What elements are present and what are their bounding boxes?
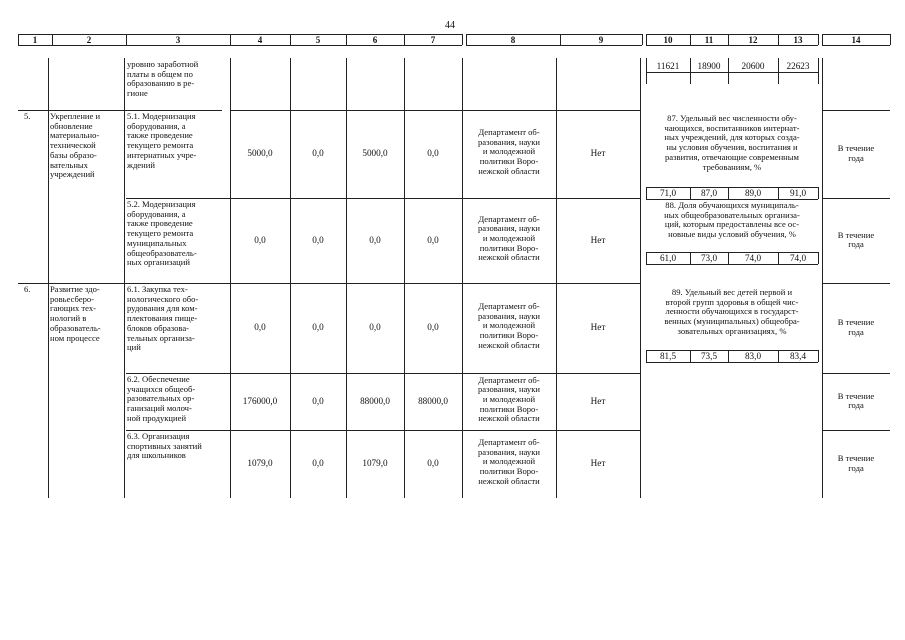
amount-federal: 0,0 [312, 458, 324, 468]
header-divider [818, 34, 819, 45]
header-bottom-border [466, 45, 560, 46]
indicator-value: 73,5 [700, 351, 718, 361]
amount-regional: 0,0 [369, 234, 381, 245]
header-divider [560, 34, 561, 45]
value-divider [778, 252, 779, 264]
measure-text: 5.1. Модернизация оборудования, а также проведение текущего ремонта интернатных учре- ждений [127, 111, 197, 170]
header-number: 1 [32, 35, 38, 45]
funding-flag: Нет [590, 395, 606, 406]
amount-total: 1079,0 [247, 458, 273, 468]
value-divider [728, 350, 729, 362]
header-bottom-border [778, 45, 818, 46]
column-line [346, 58, 347, 498]
page-number: 44 [445, 20, 455, 31]
indicator-value: 74,0 [789, 253, 807, 263]
header-divider [18, 34, 19, 45]
header-bottom-border [230, 45, 290, 46]
header-divider [822, 34, 823, 45]
indicator-value: 22623 [786, 61, 810, 71]
header-bottom-border [290, 45, 346, 46]
header-divider [890, 34, 891, 45]
executor-text: Департамент об- разования, науки и молодежной политики Воро- нежской области [477, 374, 540, 424]
column-line [48, 58, 49, 498]
indicator-value: 20600 [741, 61, 765, 71]
value-border [646, 264, 818, 265]
header-divider [290, 34, 291, 45]
term-text: В течение года [837, 229, 875, 250]
amount-local: 88000,0 [418, 395, 448, 406]
indicator-value: 83,0 [744, 351, 762, 361]
term-text: В течение года [837, 453, 875, 473]
header-divider [52, 34, 53, 45]
executor-text: Департамент об- разования, науки и молодежной политики Воро- нежской области [477, 301, 540, 350]
header-number: 11 [704, 35, 714, 45]
value-divider [646, 252, 647, 264]
value-divider [728, 187, 729, 199]
term-border [822, 110, 890, 111]
column-line [124, 58, 125, 498]
header-bottom-border [822, 45, 890, 46]
value-divider [690, 350, 691, 362]
section-title: Укрепление и обновление материально- технической базы образо- вательных учреждений [50, 111, 101, 180]
header-number: 4 [257, 35, 263, 45]
column-line [462, 58, 463, 498]
amount-local: 0,0 [427, 322, 439, 332]
amount-federal: 0,0 [312, 148, 324, 158]
indicator-value: 74,0 [744, 253, 762, 263]
value-divider [778, 58, 779, 84]
funding-flag: Нет [590, 322, 606, 332]
header-divider [346, 34, 347, 45]
header-divider [642, 34, 643, 45]
section-number: 5. [24, 111, 31, 121]
value-divider [818, 187, 819, 199]
header-bottom-border [52, 45, 126, 46]
value-divider [646, 187, 647, 199]
value-divider [690, 187, 691, 199]
carry-over-text: уровню заработной платы в общем по образованию в ре- гионе [127, 59, 199, 99]
term-border [822, 283, 890, 284]
amount-total: 176000,0 [242, 395, 278, 406]
header-bottom-border [728, 45, 778, 46]
header-bottom-border [346, 45, 404, 46]
indicator-value: 89,0 [744, 188, 762, 198]
value-divider [728, 58, 729, 84]
amount-total: 5000,0 [247, 148, 273, 158]
amount-regional: 0,0 [369, 322, 381, 332]
column-line [556, 58, 557, 498]
value-divider [818, 252, 819, 264]
header-number: 9 [598, 35, 604, 45]
funding-flag: Нет [590, 234, 606, 245]
header-divider [728, 34, 729, 45]
header-number: 8 [510, 35, 516, 45]
section-border [18, 283, 640, 284]
value-divider [778, 187, 779, 199]
indicator-value: 11621 [656, 61, 680, 71]
indicator-value: 91,0 [789, 188, 807, 198]
term-text: В течение года [837, 390, 875, 411]
term-border [822, 198, 890, 199]
row-border [230, 198, 640, 199]
header-number: 10 [663, 35, 673, 45]
value-border [646, 72, 818, 73]
header-divider [126, 34, 127, 45]
executor-text: Департамент об- разования, науки и молодежной политики Воро- нежской области [477, 437, 540, 486]
funding-flag: Нет [590, 458, 606, 468]
indicator-value: 71,0 [659, 188, 677, 198]
indicator-value: 83,4 [789, 351, 807, 361]
column-line [640, 58, 641, 498]
value-divider [646, 350, 647, 362]
header-bottom-border [560, 45, 642, 46]
amount-regional: 5000,0 [362, 148, 388, 158]
measure-text: 5.2. Модернизация оборудования, а также проведение текущего ремонта муниципальных общеобразователь- ных организаций [127, 199, 197, 268]
value-divider [818, 350, 819, 362]
executor-text: Департамент об- разования, науки и молодежной политики Воро- нежской области [477, 127, 540, 176]
term-text: В течение года [837, 143, 875, 163]
term-text: В течение года [837, 317, 875, 337]
header-number: 6 [372, 35, 378, 45]
row-border [126, 430, 640, 431]
header-number: 12 [748, 35, 758, 45]
column-line [404, 58, 405, 498]
value-divider [690, 252, 691, 264]
header-number: 13 [793, 35, 803, 45]
header-divider [404, 34, 405, 45]
header-bottom-border [404, 45, 462, 46]
header-number: 14 [851, 35, 861, 45]
amount-local: 0,0 [427, 234, 439, 245]
indicator-value: 87,0 [700, 188, 718, 198]
indicator-text: 89. Удельный вес детей первой и второй групп здоровья в общей чис- ленности обучающихся в государст- венных (муниципальных) общеобра- зовательных организациях, % [664, 287, 800, 336]
value-border [646, 362, 818, 363]
column-line [290, 58, 291, 498]
funding-flag: Нет [590, 148, 606, 158]
value-divider [728, 252, 729, 264]
measure-text: 6.1. Закупка тех- нологического обо- рудования для ком- плектования пище- блоков образова- тельных организа- ций [127, 284, 199, 353]
header-divider [462, 34, 463, 45]
indicator-value: 81,5 [659, 351, 677, 361]
header-divider [230, 34, 231, 45]
header-bottom-border [18, 45, 52, 46]
indicator-value: 18900 [697, 61, 721, 71]
indicator-value: 73,0 [700, 253, 718, 263]
header-divider [778, 34, 779, 45]
value-divider [646, 58, 647, 84]
amount-federal: 0,0 [312, 234, 324, 245]
header-bottom-border [126, 45, 230, 46]
header-number: 7 [430, 35, 436, 45]
value-divider [690, 58, 691, 84]
amount-total: 0,0 [254, 322, 266, 332]
header-divider [690, 34, 691, 45]
amount-federal: 0,0 [312, 322, 324, 332]
section-title: Развитие здо- ровьесберо- гающих тех- нологий в образователь- ном процессе [50, 284, 101, 343]
header-bottom-border [690, 45, 728, 46]
header-number: 5 [315, 35, 321, 45]
column-line [822, 58, 823, 498]
header-number: 2 [86, 35, 92, 45]
amount-regional: 88000,0 [360, 395, 390, 406]
indicator-text: 87. Удельный вес численности обу- чающихся, воспитанников интернат- ных учреждений, для которых созда- ны условия обучения, воспитания и развития, отвечающие современным требованиям, % [664, 113, 800, 172]
term-border [822, 430, 890, 431]
amount-local: 0,0 [427, 458, 439, 468]
section-number: 6. [24, 284, 31, 294]
header-divider [646, 34, 647, 45]
row-border [230, 110, 640, 111]
indicator-text: 88. Доля обучающихся муниципаль- ных общеобразовательных организа- ций, которым предоставлены все ос- новные виды условий обучения, % [664, 200, 800, 240]
measure-text: 6.3. Организация спортивных занятий для школьников [127, 431, 202, 461]
header-divider [466, 34, 467, 45]
amount-local: 0,0 [427, 148, 439, 158]
header-number: 3 [175, 35, 181, 45]
term-border [822, 373, 890, 374]
value-divider [818, 58, 819, 84]
value-divider [778, 350, 779, 362]
indicator-value: 61,0 [659, 253, 677, 263]
amount-total: 0,0 [254, 234, 266, 245]
header-bottom-border [646, 45, 690, 46]
column-line [230, 58, 231, 498]
amount-regional: 1079,0 [362, 458, 388, 468]
row-border [126, 373, 640, 374]
executor-text: Департамент об- разования, науки и молодежной политики Воро- нежской области [477, 213, 540, 263]
measure-text: 6.2. Обеспечение учащихся общеоб- разовательных ор- ганизаций молоч- ной продукцией [127, 374, 196, 423]
amount-federal: 0,0 [312, 395, 324, 406]
